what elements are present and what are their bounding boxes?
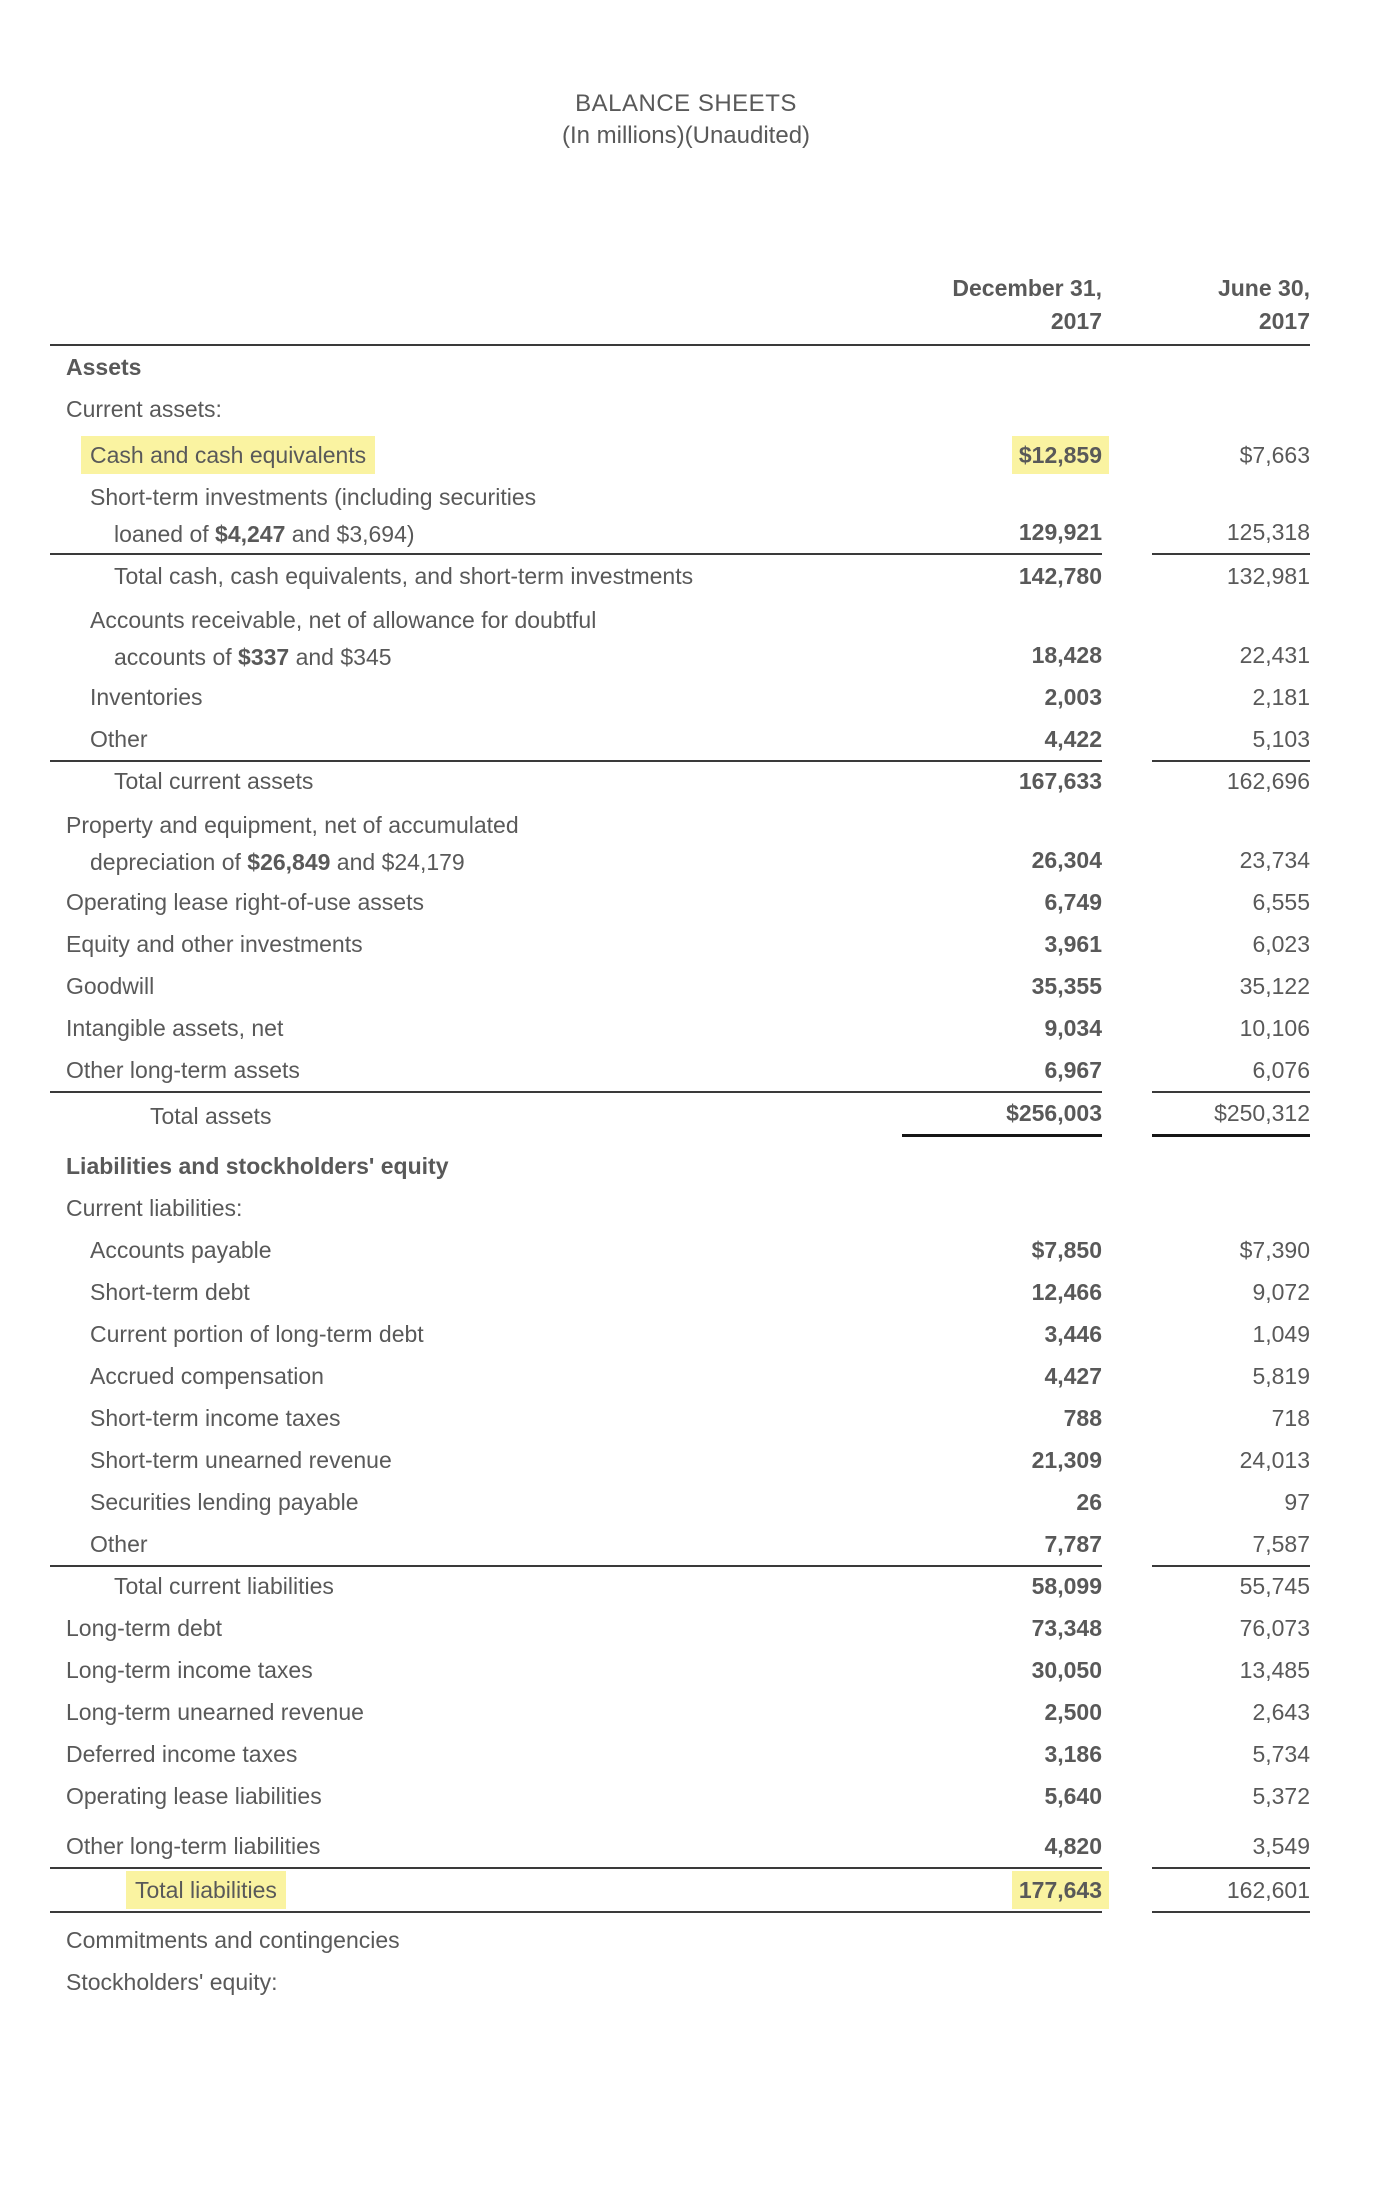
row-long-term-debt <box>50 1607 1322 1649</box>
row-label-line <box>50 1313 902 1355</box>
label-text: and $24,179 <box>330 849 465 875</box>
row-label-line <box>50 388 902 430</box>
label-text: Accrued compensation <box>90 1363 324 1389</box>
label-text: Goodwill <box>66 973 155 999</box>
value-jun-30-2017: 13,485 <box>1239 1657 1310 1683</box>
row-label <box>50 1007 902 1049</box>
row-other <box>50 718 1322 760</box>
value-dec-31-2017: 35,355 <box>1031 973 1102 999</box>
value-jun-30-2017: 5,734 <box>1252 1741 1310 1767</box>
value-dec-31-2017: 26 <box>1076 1489 1102 1515</box>
value-jun-30-2017: 162,696 <box>1226 768 1310 794</box>
value-jun-30-2017: 6,555 <box>1252 889 1310 915</box>
value-jun-30-2017: $7,390 <box>1239 1237 1310 1263</box>
value-jun-30-2017: 3,549 <box>1152 1825 1310 1869</box>
row-label <box>50 1733 902 1775</box>
label-text: Accounts receivable, net of allowance for doubtful <box>90 607 597 633</box>
row-label <box>50 346 902 388</box>
label-highlight <box>126 1871 286 1909</box>
value-jun-30-2017: 132,981 <box>1226 563 1310 589</box>
value-dec-31-2017: 4,427 <box>1044 1363 1102 1389</box>
row-inventories <box>50 676 1322 718</box>
value-jun-30-2017: 7,587 <box>1152 1523 1310 1567</box>
row-securities-lending-payable <box>50 1481 1322 1523</box>
row-label-line <box>50 1565 902 1607</box>
value-dec-31-2017: 6,749 <box>1044 889 1102 915</box>
value-dec-31-2017: 2,500 <box>1044 1699 1102 1725</box>
value-jun-30-2017: 22,431 <box>1239 642 1310 668</box>
row-label <box>50 807 902 881</box>
row-label-line <box>50 602 902 639</box>
row-operating-lease-liabilities <box>50 1775 1322 1817</box>
row-label-line <box>50 1187 902 1229</box>
value-dec-31-2017: 21,309 <box>1031 1447 1102 1473</box>
label-text: Intangible assets, net <box>66 1015 284 1041</box>
value-dec-31-2017: 4,820 <box>902 1825 1102 1869</box>
row-label-line <box>50 479 902 516</box>
row-label-line <box>50 639 902 676</box>
column-header-jun-30-2017 <box>1152 272 1310 346</box>
label-text-bold: $337 <box>238 644 290 670</box>
row-label-line <box>50 1775 902 1817</box>
row-label-line <box>50 1919 902 1961</box>
value-jun-30-2017: 97 <box>1284 1489 1310 1515</box>
value-highlight: 177,643 <box>1012 1871 1109 1909</box>
row-label <box>50 1439 902 1481</box>
row-liabilities-and-stockholders-equity <box>50 1145 1322 1187</box>
row-label-line <box>50 1481 902 1523</box>
row-deferred-income-taxes <box>50 1733 1322 1775</box>
label-text: Deferred income taxes <box>66 1741 298 1767</box>
row-label <box>50 760 902 802</box>
value-dec-31-2017 <box>902 1869 1102 1913</box>
row-total-liabilities <box>50 1867 1322 1913</box>
label-text: loaned of <box>114 521 216 547</box>
value-jun-30-2017: 5,372 <box>1252 1783 1310 1809</box>
row-accounts-receivable-net-of-allowance-for-dou <box>50 597 1322 676</box>
label-text: Operating lease liabilities <box>66 1783 322 1809</box>
label-text: Total liabilities <box>135 1877 277 1903</box>
value-jun-30-2017: 35,122 <box>1239 973 1310 999</box>
label-text: Current liabilities: <box>66 1195 243 1221</box>
value-jun-30-2017: 55,745 <box>1239 1573 1310 1599</box>
row-label <box>50 1649 902 1691</box>
value-jun-30-2017: $250,312 <box>1152 1092 1310 1137</box>
row-label <box>50 1607 902 1649</box>
row-label <box>50 881 902 923</box>
value-jun-30-2017: 125,318 <box>1152 511 1310 555</box>
value-jun-30-2017: 718 <box>1271 1405 1310 1431</box>
row-label <box>50 1271 902 1313</box>
value-jun-30-2017: 6,076 <box>1152 1049 1310 1093</box>
row-label-line <box>50 881 902 923</box>
row-current-portion-of-long-term-debt <box>50 1313 1322 1355</box>
value-dec-31-2017: 3,961 <box>1044 931 1102 957</box>
row-short-term-income-taxes <box>50 1397 1322 1439</box>
row-other-long-term-assets <box>50 1049 1322 1091</box>
row-label-line <box>50 1007 902 1049</box>
column-header-dec-31-2017 <box>902 272 1102 346</box>
row-label <box>50 718 902 762</box>
row-accounts-payable <box>50 1229 1322 1271</box>
label-text: Long-term debt <box>66 1615 222 1641</box>
row-label <box>50 1481 902 1523</box>
row-property-and-equipment-net-of-accumulated <box>50 802 1322 881</box>
value-jun-30-2017: 1,049 <box>1252 1321 1310 1347</box>
row-label-line <box>50 1229 902 1271</box>
row-label-line <box>50 1439 902 1481</box>
row-label-line <box>50 1095 902 1137</box>
label-text: Total assets <box>150 1103 272 1129</box>
value-dec-31-2017: 2,003 <box>1044 684 1102 710</box>
value-jun-30-2017: $7,663 <box>1239 442 1310 468</box>
label-text: Long-term income taxes <box>66 1657 313 1683</box>
label-text: Liabilities and stockholders' equity <box>66 1153 449 1179</box>
row-short-term-debt <box>50 1271 1322 1313</box>
row-stockholders-equity <box>50 1961 1322 2003</box>
row-current-liabilities <box>50 1187 1322 1229</box>
value-dec-31-2017: 3,186 <box>1044 1741 1102 1767</box>
row-short-term-investments-including-securities <box>50 476 1322 555</box>
value-dec-31-2017: 5,640 <box>1044 1783 1102 1809</box>
label-text: Other <box>90 726 148 752</box>
label-highlight <box>81 436 375 474</box>
row-label <box>50 479 902 555</box>
label-text: Total current liabilities <box>114 1573 334 1599</box>
value-dec-31-2017: 129,921 <box>902 511 1102 555</box>
label-text: Assets <box>66 354 142 380</box>
row-label-line <box>50 1607 902 1649</box>
row-label <box>50 555 902 597</box>
value-dec-31-2017: 26,304 <box>1031 847 1102 873</box>
row-label-line <box>50 1691 902 1733</box>
row-label <box>50 1095 902 1137</box>
row-label <box>50 1049 902 1093</box>
row-goodwill <box>50 965 1322 1007</box>
column-header-line: December 31, <box>952 275 1102 301</box>
page-subtitle: (In millions)(Unaudited) <box>561 122 811 149</box>
value-dec-31-2017: 142,780 <box>1018 563 1102 589</box>
row-cash-and-cash-equivalents <box>50 430 1322 476</box>
row-total-cash-cash-equivalents-and-short-term-i <box>50 555 1322 597</box>
row-label-line <box>50 1397 902 1439</box>
label-text: and $345 <box>289 644 392 670</box>
label-text: Inventories <box>90 684 203 710</box>
row-label-line <box>50 807 902 844</box>
label-text: Property and equipment, net of accumulated <box>66 812 519 838</box>
row-label <box>50 1691 902 1733</box>
label-text: Current assets: <box>66 396 222 422</box>
row-commitments-and-contingencies <box>50 1919 1322 1961</box>
row-label <box>50 388 902 430</box>
row-equity-and-other-investments <box>50 923 1322 965</box>
value-dec-31-2017: 7,787 <box>902 1523 1102 1567</box>
value-dec-31-2017: 73,348 <box>1031 1615 1102 1641</box>
column-gap <box>1102 338 1152 346</box>
label-text: Operating lease right-of-use assets <box>66 889 424 915</box>
row-label-line <box>50 1825 902 1867</box>
row-label-line <box>50 434 902 476</box>
column-header-line: 2017 <box>1050 308 1102 334</box>
balance-sheet <box>50 88 1322 2003</box>
row-label-line <box>50 1523 902 1565</box>
value-jun-30-2017: 6,023 <box>1252 931 1310 957</box>
row-label-line <box>50 923 902 965</box>
row-assets <box>50 346 1322 388</box>
row-label <box>50 1355 902 1397</box>
row-total-current-assets <box>50 760 1322 802</box>
label-text: Commitments and contingencies <box>66 1927 400 1953</box>
column-header-line: 2017 <box>1258 308 1310 334</box>
label-text: Total cash, cash equivalents, and short-term investments <box>114 563 694 589</box>
value-jun-30-2017: 162,601 <box>1152 1869 1310 1913</box>
value-dec-31-2017: 9,034 <box>1044 1015 1102 1041</box>
value-dec-31-2017: 30,050 <box>1031 1657 1102 1683</box>
value-dec-31-2017: 18,428 <box>1031 642 1102 668</box>
row-label <box>50 1397 902 1439</box>
column-header-line: June 30, <box>1217 275 1310 301</box>
label-text: Current portion of long-term debt <box>90 1321 424 1347</box>
value-dec-31-2017: 58,099 <box>1031 1573 1102 1599</box>
value-jun-30-2017: 23,734 <box>1239 847 1310 873</box>
column-headers <box>50 156 1322 346</box>
value-dec-31-2017: $256,003 <box>902 1092 1102 1137</box>
label-text-bold: $26,849 <box>247 849 331 875</box>
row-label-line <box>50 1961 902 2003</box>
row-label <box>50 923 902 965</box>
value-highlight: $12,859 <box>1012 436 1109 474</box>
row-label <box>50 1565 902 1607</box>
label-text: Securities lending payable <box>90 1489 359 1515</box>
value-jun-30-2017: 9,072 <box>1252 1279 1310 1305</box>
row-label-line <box>50 1869 902 1911</box>
row-intangible-assets-net <box>50 1007 1322 1049</box>
label-text: Stockholders' equity: <box>66 1969 278 1995</box>
row-other-long-term-liabilities <box>50 1825 1322 1867</box>
row-label-line <box>50 516 902 553</box>
label-text: Other long-term assets <box>66 1057 300 1083</box>
row-operating-lease-right-of-use-assets <box>50 881 1322 923</box>
label-text: Equity and other investments <box>66 931 363 957</box>
row-label <box>50 1229 902 1271</box>
row-short-term-unearned-revenue <box>50 1439 1322 1481</box>
row-label <box>50 1869 902 1913</box>
document-header <box>50 88 1322 152</box>
label-text: Short-term investments (including securities <box>90 484 537 510</box>
label-text: Other long-term liabilities <box>66 1833 321 1859</box>
row-label <box>50 1523 902 1567</box>
value-dec-31-2017: $7,850 <box>1031 1237 1102 1263</box>
label-text: and $3,694) <box>285 521 415 547</box>
row-label-line <box>50 718 902 760</box>
row-accrued-compensation <box>50 1355 1322 1397</box>
row-label-line <box>50 1049 902 1091</box>
label-text: accounts of <box>114 644 239 670</box>
row-label <box>50 1145 902 1187</box>
row-label <box>50 676 902 718</box>
row-label-line <box>50 676 902 718</box>
value-dec-31-2017 <box>902 434 1102 476</box>
row-label-line <box>50 1733 902 1775</box>
label-text: Short-term debt <box>90 1279 250 1305</box>
label-text: Short-term income taxes <box>90 1405 341 1431</box>
row-label <box>50 1775 902 1817</box>
label-text: Accounts payable <box>90 1237 272 1263</box>
row-label-line <box>50 844 902 881</box>
row-label-line <box>50 346 902 388</box>
label-text: Other <box>90 1531 148 1557</box>
page-title: BALANCE SHEETS <box>575 90 797 117</box>
value-dec-31-2017: 4,422 <box>902 718 1102 762</box>
value-jun-30-2017: 2,643 <box>1252 1699 1310 1725</box>
label-text: Cash and cash equivalents <box>90 442 367 468</box>
row-label-line <box>50 1649 902 1691</box>
row-label <box>50 1313 902 1355</box>
row-long-term-income-taxes <box>50 1649 1322 1691</box>
label-text: Long-term unearned revenue <box>66 1699 364 1725</box>
row-label <box>50 1961 902 2003</box>
row-label-line <box>50 965 902 1007</box>
value-dec-31-2017: 6,967 <box>902 1049 1102 1093</box>
label-text: Short-term unearned revenue <box>90 1447 392 1473</box>
row-label-line <box>50 1271 902 1313</box>
value-jun-30-2017: 2,181 <box>1252 684 1310 710</box>
label-text: Total current assets <box>114 768 314 794</box>
label-text: depreciation of <box>90 849 248 875</box>
column-header-spacer <box>50 338 902 346</box>
row-label <box>50 1919 902 1961</box>
row-label <box>50 1825 902 1869</box>
row-label <box>50 965 902 1007</box>
value-dec-31-2017: 3,446 <box>1044 1321 1102 1347</box>
row-label <box>50 1187 902 1229</box>
row-label <box>50 434 902 476</box>
row-total-assets <box>50 1091 1322 1137</box>
row-label-line <box>50 1355 902 1397</box>
value-dec-31-2017: 788 <box>1063 1405 1102 1431</box>
label-text-bold: $4,247 <box>215 521 286 547</box>
row-label <box>50 602 902 676</box>
value-jun-30-2017: 24,013 <box>1239 1447 1310 1473</box>
row-label-line <box>50 555 902 597</box>
value-jun-30-2017: 76,073 <box>1239 1615 1310 1641</box>
value-jun-30-2017: 5,819 <box>1252 1363 1310 1389</box>
row-other <box>50 1523 1322 1565</box>
row-total-current-liabilities <box>50 1565 1322 1607</box>
row-long-term-unearned-revenue <box>50 1691 1322 1733</box>
row-label-line <box>50 760 902 802</box>
value-jun-30-2017: 10,106 <box>1239 1015 1310 1041</box>
row-label-line <box>50 1145 902 1187</box>
value-jun-30-2017: 5,103 <box>1152 718 1310 762</box>
row-current-assets <box>50 388 1322 430</box>
value-dec-31-2017: 12,466 <box>1031 1279 1102 1305</box>
balance-sheet-body <box>50 346 1322 2003</box>
value-dec-31-2017: 167,633 <box>1018 768 1102 794</box>
